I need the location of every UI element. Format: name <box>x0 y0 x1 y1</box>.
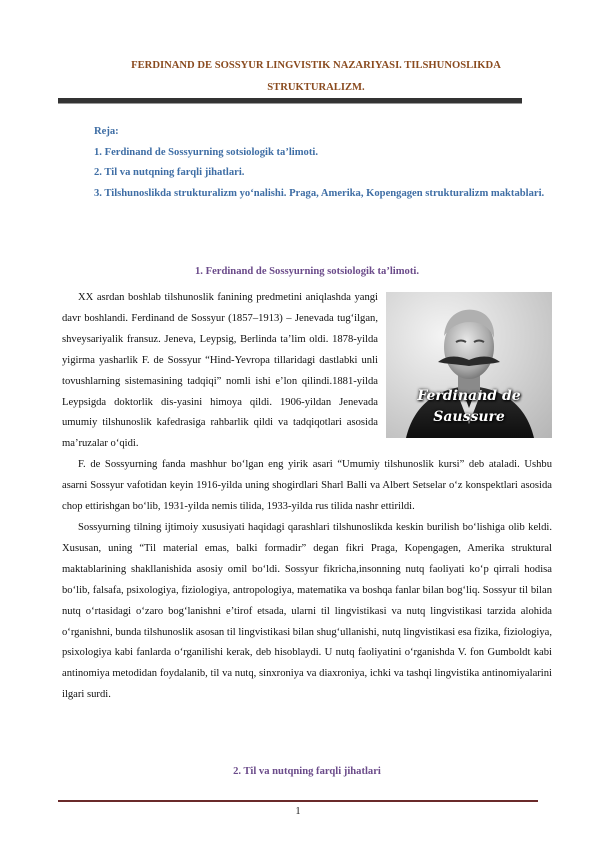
section-1-heading: 1. Ferdinand de Sossyurning sotsiologik ta’limoti. <box>195 266 419 277</box>
portrait-photo <box>386 292 552 438</box>
plan-heading: Reja: <box>94 126 119 137</box>
paragraph: F. de Sossyurning fanda mashhur bo‘lgan eng yirik asari “Umumiy tilshunoslik kursi” deb ataladi. Ushbu asarni Sossyur vafotidan keyin 1916-yilda uning shogirdlari Sharl Balli va Albert Setselar o‘z konspektlari asosida chop ettirishgan bo‘lib, 1931-yilda nemis tilida, 1933-yilda rus tilida nashr ettirildi. <box>62 459 552 513</box>
plan-item: 3. Tilshunoslikda strukturalizm yo‘nalishi. Praga, Amerika, Kopengagen strukturalizm maktablari. <box>94 187 545 199</box>
title-line-1: FERDINAND DE SOSSYUR LINGVISTIK NAZARIYASI. TILSHUNOSLIKDA <box>131 60 501 71</box>
plan-item: 2. Til va nutqning farqli jihatlari. <box>94 167 245 178</box>
paragraph: Sossyurning tilning ijtimoiy xususiyati haqidagi qarashlari tilshunoslikda keskin burilish bo‘lishiga olib keldi. Xususan, uning “Til material emas, balki formadir” degan fikri Praga, Kopengagen, Amerika struktural maktablarining shakllanishida asosiy omil bo‘ldi. Sossyur fikricha,insonning nutq faoliyati ko‘p qirrali hodisa bo‘lib, falsafa, psixologiya, fiziologiya, antropologiya, matematika va boshqa fanlar bilan bog‘liq. Sossyur til bilan nutq o‘rtasidagi o‘zaro bog‘lanishni e’tirof etsada, ularni til lingvistikasi va nutq lingvistikasi tarzida alohida o‘rganishni, bunda tilshunoslik asosan til lingvistikasi bilan shug‘ullanishi, nutq lingvistikasi esa fizika, fiziologiya, psixologiya kabi fanlarda o‘rganilishi kerak, deb hisoblaydi. U nutq faoliyatini o‘rganishda V. fon Gumboldt kabi antinomiya metodidan foydalanib, til va nutq, sinxroniya va diaxroniya, ichki va tashqi lingvistika antinomiyalarini ilgari surdi. <box>62 521 553 701</box>
plan-item: 1. Ferdinand de Sossyurning sotsiologik ta’limoti. <box>94 146 318 158</box>
document-title <box>90 55 542 99</box>
plan-list <box>62 122 552 204</box>
title-divider <box>58 98 522 104</box>
page-number: 1 <box>295 806 301 817</box>
section-2-heading: 2. Til va nutqning farqli jihatlari <box>233 766 381 777</box>
paragraph: XX asrdan boshlab tilshunoslik fanining predmetini aniqlashda yangi davr boshlandi. Ferdinand de Sossyur (1857–1913) – Jenevada tug‘ilgan, shveysariyalik fransuz. Jeneva, Leypsig, Berlinda ta’lim oldi. 1878-yilda yigirma yasharlik F. de Sossyur “Hind-Yevropa tillaridagi dastlabki unli tovushlarning sistemasining tadqiqi” nomli ishi e’lon qilindi.1881-yilda Leypsigda doktorlik dis-yasini himoya qildi. 1906-yildan Jenevada umumiy tilshunoslik kafedrasiga rahbarlik qildi va tadqiqotlari asosida ma’ruzalar o‘qidi. <box>62 292 378 450</box>
photo-caption: Ferdinand de Saussure <box>417 388 521 426</box>
title-line-2: STRUKTURALIZM. <box>267 82 365 93</box>
body-text <box>62 288 552 706</box>
footer-divider <box>58 800 538 802</box>
